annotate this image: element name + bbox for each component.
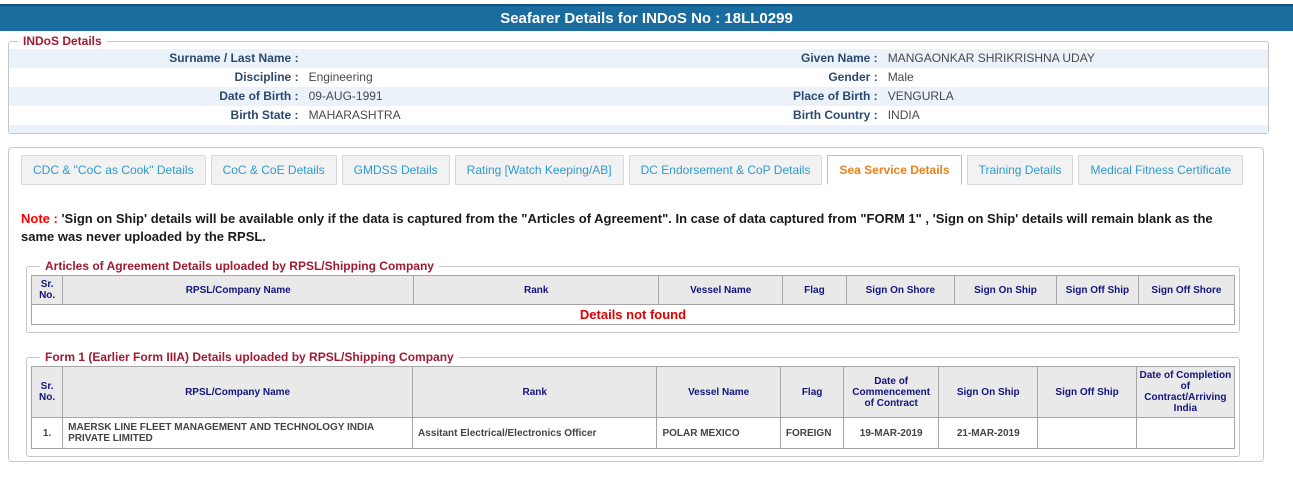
- field-value: [299, 49, 576, 68]
- articles-of-agreement-legend: Articles of Agreement Details uploaded by RPSL/Shipping Company: [45, 259, 434, 274]
- field-label: Place of Birth :: [793, 89, 878, 103]
- form1-legend: Form 1 (Earlier Form IIIA) Details uploaded by RPSL/Shipping Company: [45, 350, 454, 365]
- header-cell: Sign On Ship: [954, 276, 1056, 305]
- field-value: INDIA: [887, 108, 920, 122]
- table-cell: Assitant Electrical/Electronics Officer: [413, 418, 657, 449]
- indos-row: [9, 106, 1268, 125]
- field-label: Discipline :: [234, 70, 299, 84]
- table-cell: 1.: [32, 418, 63, 449]
- field-value: VENGURLA: [887, 89, 954, 103]
- header-cell: Sign Off Ship: [1057, 276, 1139, 305]
- header-cell: Sign On Ship: [939, 367, 1038, 418]
- table-empty-row: [32, 305, 1235, 325]
- indos-details-legend: INDoS Details: [23, 34, 102, 48]
- header-cell: Sr. No.: [32, 276, 63, 305]
- header-cell: RPSL/Company Name: [63, 276, 414, 305]
- note-text: [21, 210, 1247, 245]
- field-value: MANGAONKAR SHRIKRISHNA UDAY: [887, 51, 1095, 65]
- table-cell: 19-MAR-2019: [844, 418, 939, 449]
- table-header-row: [32, 367, 1235, 418]
- header-cell: Date of Commencement of Contract: [844, 367, 939, 418]
- table-cell: FOREIGN: [780, 418, 844, 449]
- field-label: Surname / Last Name :: [169, 51, 299, 65]
- articles-of-agreement-section: [26, 259, 1240, 333]
- header-cell: Sign Off Shore: [1138, 276, 1234, 305]
- indos-row: [9, 49, 1268, 68]
- table-cell: [1038, 418, 1136, 449]
- tab-strip: [21, 155, 1263, 185]
- table-cell: MAERSK LINE FLEET MANAGEMENT AND TECHNOLOGY INDIA PRIVATE LIMITED: [63, 418, 413, 449]
- tab-training-details[interactable]: Training Details: [967, 155, 1074, 185]
- field-value: 09-AUG-1991: [308, 89, 383, 103]
- header-cell: Vessel Name: [659, 276, 783, 305]
- indos-details-section: [8, 34, 1269, 134]
- indos-row: [9, 87, 1268, 106]
- header-cell: Sign On Shore: [846, 276, 954, 305]
- table-cell: POLAR MEXICO: [657, 418, 780, 449]
- tab-cdc-coc-as-cook-details[interactable]: CDC & "CoC as Cook" Details: [21, 155, 206, 185]
- tab-gmdss-details[interactable]: GMDSS Details: [342, 155, 450, 185]
- table-header-row: [32, 276, 1235, 305]
- field-label: Given Name :: [800, 51, 878, 65]
- header-cell: Sign Off Ship: [1038, 367, 1136, 418]
- empty-message-cell: Details not found: [32, 305, 1235, 325]
- header-cell: RPSL/Company Name: [63, 367, 413, 418]
- note-label: Note :: [21, 211, 58, 226]
- header-cell: Vessel Name: [657, 367, 780, 418]
- field-value: Male: [887, 70, 914, 84]
- note-body: 'Sign on Ship' details will be available only if the data is captured from the "Articles of Agreement". In case of data captured from "FORM 1" , 'Sign on Ship' details will remain blank as the same was never uploaded by the RPSL.: [21, 211, 1213, 244]
- tab-dc-endorsement-cop-details[interactable]: DC Endorsement & CoP Details: [629, 155, 823, 185]
- tab-sea-service-details[interactable]: Sea Service Details: [827, 155, 961, 185]
- header-cell: Flag: [783, 276, 847, 305]
- header-cell: Rank: [413, 367, 657, 418]
- header-cell: Rank: [414, 276, 659, 305]
- articles-of-agreement-table: [31, 275, 1235, 325]
- form1-section: [26, 350, 1240, 457]
- table-cell: 21-MAR-2019: [939, 418, 1038, 449]
- field-label: Birth State :: [230, 108, 299, 122]
- page-title: Seafarer Details for INDoS No : 18LL0299: [0, 4, 1293, 31]
- tab-rating-watch-keeping-ab[interactable]: Rating [Watch Keeping/AB]: [455, 155, 624, 185]
- tab-medical-fitness-certificate[interactable]: Medical Fitness Certificate: [1078, 155, 1243, 185]
- form1-table: [31, 366, 1235, 449]
- header-cell: Sr. No.: [32, 367, 63, 418]
- table-row: [32, 418, 1235, 449]
- header-cell: Date of Completion of Contract/Arriving India: [1136, 367, 1234, 418]
- sea-service-tab-panel: [8, 147, 1264, 462]
- tab-coc-coe-details[interactable]: CoC & CoE Details: [211, 155, 337, 185]
- field-label: Date of Birth :: [219, 89, 299, 103]
- field-label: Birth Country :: [793, 108, 878, 122]
- field-value: MAHARASHTRA: [308, 108, 401, 122]
- header-cell: Flag: [780, 367, 844, 418]
- field-label: Gender :: [828, 70, 878, 84]
- field-value: Engineering: [308, 70, 373, 84]
- indos-row: [9, 68, 1268, 87]
- indos-details-rows: [9, 49, 1268, 133]
- table-cell: [1136, 418, 1234, 449]
